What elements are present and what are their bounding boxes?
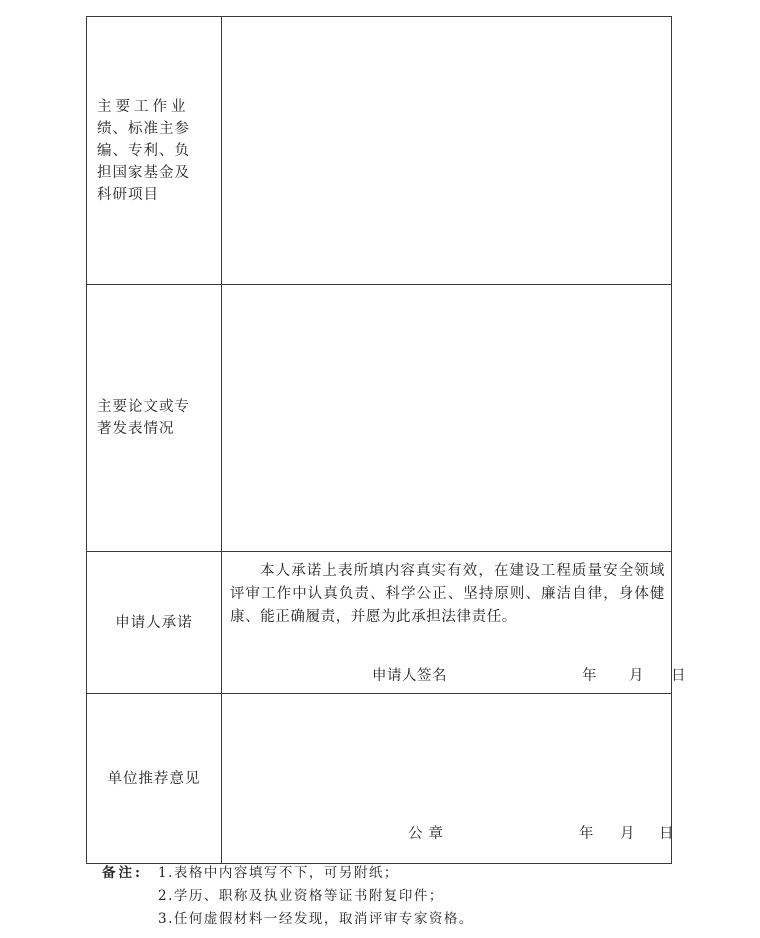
achievements-label-line: 担国家基金及 [97, 164, 190, 181]
note-item: 2.学历、职称及执业资格等证书附复印件； [158, 888, 444, 904]
commitment-statement: 本人承诺上表所填内容真实有效，在建设工程质量安全领域评审工作中认真负责、科学公正、坚持原则、廉洁自律，身体健康、能正确履责，并愿为此承担法律责任。 [230, 563, 665, 625]
commitment-area [222, 552, 686, 694]
achievements-label-line: 绩、标准主参 [97, 120, 190, 137]
achievements-label-line: 编、专利、负 [97, 142, 190, 159]
expert-application-form [86, 16, 686, 864]
form-row-commitment [87, 552, 672, 694]
achievements-label-line: 科研项目 [97, 186, 159, 203]
seal-label: 公章 [408, 826, 449, 842]
form-row-recommendation [87, 694, 672, 864]
signature-year-label: 年 [582, 668, 597, 684]
signature-day-label: 日 [671, 668, 686, 684]
notes-title: 备注: [102, 865, 143, 881]
seal-year-label: 年 [579, 826, 594, 842]
signature-line [222, 664, 686, 684]
seal-line [222, 822, 674, 842]
note-item: 1.表格中内容填写不下，可另附纸； [158, 865, 399, 881]
papers-label [87, 285, 222, 552]
seal-month-label: 月 [620, 826, 635, 842]
signature-label: 申请人签名 [372, 668, 447, 684]
notes-list [158, 862, 474, 931]
achievements-input-area[interactable] [222, 17, 672, 285]
papers-input-area[interactable] [222, 285, 672, 552]
papers-label-line: 著发表情况 [97, 421, 175, 437]
achievements-label [87, 17, 222, 285]
form-row-achievements [87, 17, 672, 285]
note-item: 3.任何虚假材料一经发现，取消评审专家资格。 [158, 911, 474, 927]
signature-month-label: 月 [629, 668, 644, 684]
achievements-label-line: 主要工作业 [97, 98, 190, 115]
recommendation-label: 单位推荐意见 [87, 694, 222, 864]
seal-day-label: 日 [659, 826, 674, 842]
papers-label-line: 主要论文或专 [97, 399, 190, 415]
recommendation-area[interactable] [222, 694, 672, 864]
form-row-papers [87, 285, 672, 552]
commitment-label: 申请人承诺 [87, 552, 222, 694]
